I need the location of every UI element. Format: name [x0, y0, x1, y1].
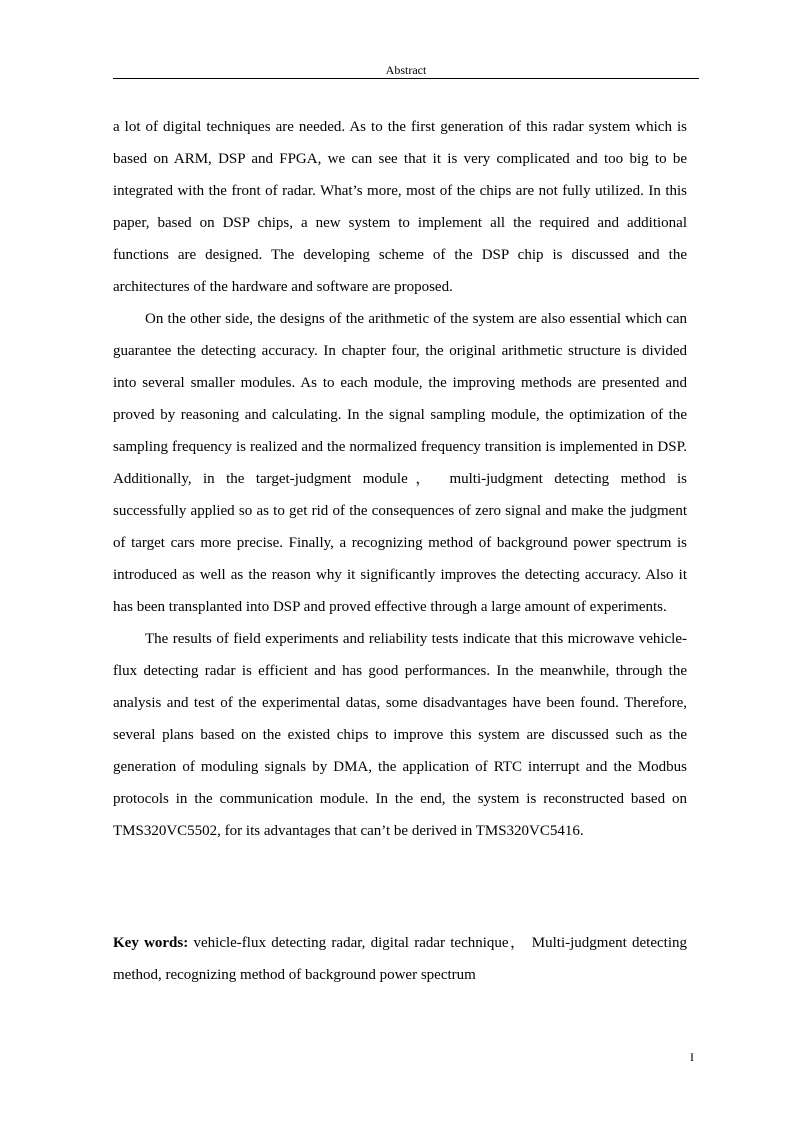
- keywords-block: [113, 927, 687, 991]
- keywords-label: Key words:: [113, 935, 189, 951]
- keywords-text: vehicle-flux detecting radar, digital radar technique， Multi-judgment detecting method, recognizing method of background power spectrum: [113, 935, 688, 983]
- abstract-body: [113, 111, 687, 847]
- header-divider: [113, 78, 699, 79]
- page-number: I: [690, 1050, 694, 1064]
- abstract-paragraph-continued: a lot of digital techniques are needed. As to the first generation of this radar system which is based on ARM, DSP and FPGA, we can see that it is very complicated and too big to be integrated with the front of radar. What’s more, most of the chips are not fully utilized. In this paper, based on DSP chips, a new system to implement all the required and additional functions are designed. The developing scheme of the DSP chip is discussed and the architectures of the hardware and software are proposed.: [113, 119, 687, 295]
- running-header-title: Abstract: [385, 63, 427, 77]
- abstract-paragraph-results: The results of field experiments and reliability tests indicate that this microwave vehicle-flux detecting radar is efficient and has good performances. In the meanwhile, through the analysis and test of the experimental datas, some disadvantages have been found. Therefore, several plans based on the existed chips to improve this system are discussed such as the generation of moduling signals by DMA, the application of RTC interrupt and the Modbus protocols in the communication module. In the end, the system is reconstructed based on TMS320VC5502, for its advantages that can’t be derived in TMS320VC5416.: [113, 631, 687, 839]
- abstract-paragraph-arithmetic: On the other side, the designs of the arithmetic of the system are also essential which can guarantee the detecting accuracy. In chapter four, the original arithmetic structure is divided into several smaller modules. As to each module, the improving methods are presented and proved by reasoning and calculating. In the signal sampling module, the optimization of the sampling frequency is realized and the normalized frequency transition is implemented in DSP. Additionally, in the target-judgment module， multi-judgment detecting method is successfully applied so as to get rid of the consequences of zero signal and make the judgment of target cars more precise. Finally, a recognizing method of background power spectrum is introduced as well as the reason why it significantly improves the detecting accuracy. Also it has been transplanted into DSP and proved effective through a large amount of experiments.: [113, 311, 687, 615]
